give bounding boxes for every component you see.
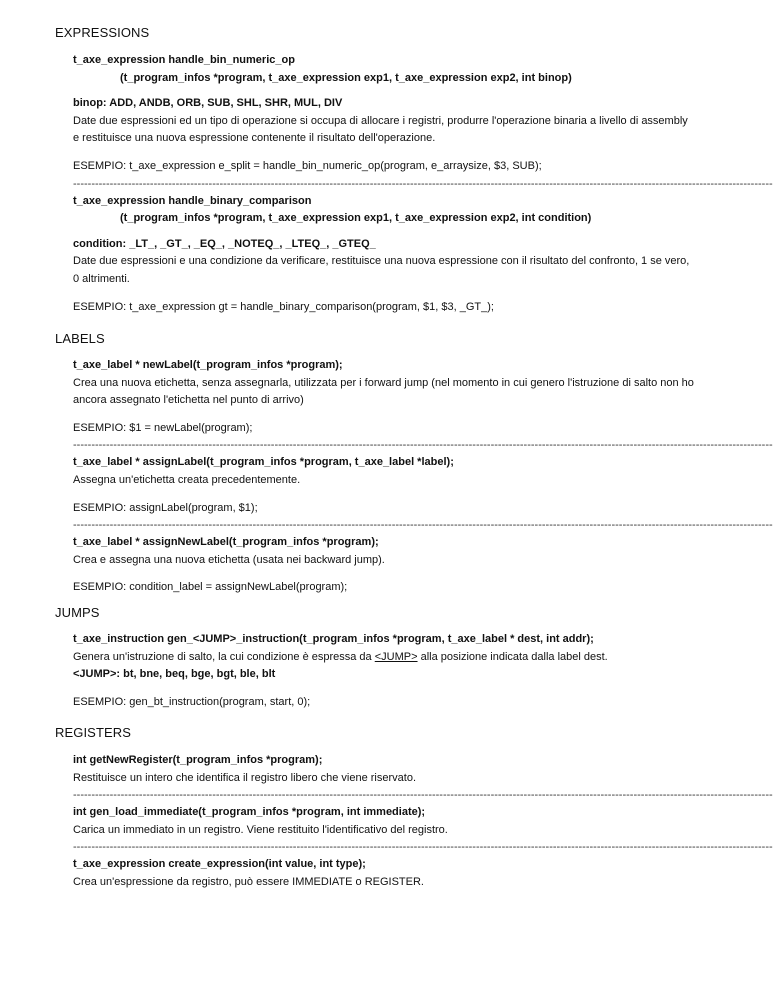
entry-labels [73,357,773,597]
signature-line-1: t_axe_expression handle_binary_comparison [73,194,312,207]
description: Assegna un'etichetta creata precedentemente. [73,473,301,486]
description-text: Genera un'istruzione di salto, la cui condizione è espressa da [73,650,375,663]
separator: ----------------------------------------------------------------------------------------------------------------------------------------------------------------------------------------------- [73,789,773,802]
description: Date due espressioni ed un tipo di operazione si occupa di allocare i registri, produrre l'operazione binaria a livello di assembly e restituisce una nuova espressione contenente il risultato dell'operazione. [73,114,688,145]
signature: t_axe_expression create_expression(int value, int type); [73,858,366,871]
description: Date due espressioni e una condizione da verificare, restituisce una nuova espressione con il risultato del confronto, 1 se vero, 0 altrimenti. [73,255,690,285]
description-text: alla posizione indicata dalla label dest. [417,650,608,663]
example: ESEMPIO: condition_label = assignNewLabel(program); [73,581,348,594]
parameter-list: binop: ADD, ANDB, ORB, SUB, SHL, SHR, MUL, DIV [73,97,343,110]
section-title-jumps: JUMPS [55,605,100,620]
section-title-expressions: EXPRESSIONS [55,25,150,40]
separator: ----------------------------------------------------------------------------------------------------------------------------------------------------------------------------------------------- [73,841,773,854]
signature: t_axe_instruction gen_<JUMP>_instruction(t_program_infos *program, t_axe_label * dest, int addr); [73,633,594,645]
example: ESEMPIO: t_axe_expression gt = handle_binary_comparison(program, $1, $3, _GT_); [73,300,494,313]
description: Crea e assegna una nuova etichetta (usata nei backward jump). [73,553,385,566]
description: Carica un immediato in un registro. Viene restituito l'identificativo del registro. [73,823,448,836]
jump-list: <JUMP>: bt, bne, beq, bge, bgt, ble, blt [73,668,276,681]
entry-jumps [73,631,695,711]
description: Crea una nuova etichetta, senza assegnarla, utilizzata per i forward jump (nel momento in cui genero l'istruzione di salto non ho ancora assegnato l'etichetta nel punto di arrivo) [73,376,694,407]
separator: ----------------------------------------------------------------------------------------------------------------------------------------------------------------------------------------------- [73,177,773,190]
entry-handle-bin-numeric-op [73,52,773,316]
example: ESEMPIO: t_axe_expression e_split = handle_bin_numeric_op(program, e_arraysize, $3, SUB); [73,159,542,172]
signature-line-2: (t_program_infos *program, t_axe_expression exp1, t_axe_expression exp2, int condition) [120,212,592,225]
parameter-list: condition: _LT_, _GT_, _EQ_, _NOTEQ_, _LTEQ_, _GTEQ_ [73,237,376,250]
section-title-labels: LABELS [55,331,105,346]
description: Restituisce un intero che identifica il registro libero che viene riservato. [73,771,416,784]
separator: ----------------------------------------------------------------------------------------------------------------------------------------------------------------------------------------------- [73,519,773,532]
signature: t_axe_label * assignLabel(t_program_infos *program, t_axe_label *label); [73,456,454,469]
signature: int getNewRegister(t_program_infos *program); [73,754,323,766]
section-title-registers: REGISTERS [55,725,132,740]
signature: t_axe_label * assignNewLabel(t_program_infos *program); [73,536,379,549]
example: ESEMPIO: $1 = newLabel(program); [73,421,253,434]
entry-registers [73,752,773,892]
description [73,649,695,667]
example: ESEMPIO: assignLabel(program, $1); [73,501,258,514]
signature-line-1: t_axe_expression handle_bin_numeric_op [73,54,295,66]
separator: ----------------------------------------------------------------------------------------------------------------------------------------------------------------------------------------------- [73,439,773,452]
signature: t_axe_label * newLabel(t_program_infos *program); [73,359,343,371]
example: ESEMPIO: gen_bt_instruction(program, start, 0); [73,695,311,708]
description: Crea un'espressione da registro, può essere IMMEDIATE o REGISTER. [73,875,424,888]
signature: int gen_load_immediate(t_program_infos *program, int immediate); [73,806,426,819]
signature-line-2: (t_program_infos *program, t_axe_expression exp1, t_axe_expression exp2, int binop) [120,71,572,84]
jump-placeholder-underlined: <JUMP> [374,650,418,663]
